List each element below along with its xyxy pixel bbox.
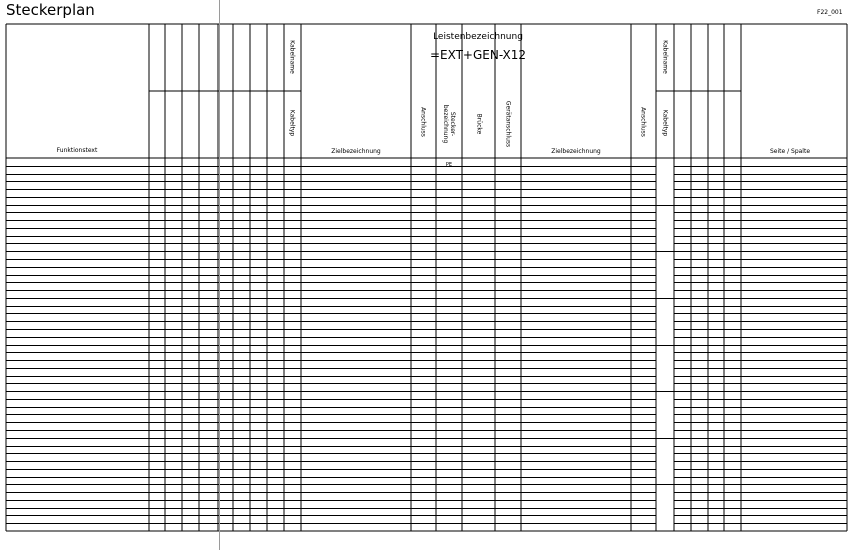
form-code: F22_001 [817, 9, 843, 16]
pe-marker: PE [445, 162, 453, 168]
header-target-right: Zielbezeichnung [551, 148, 601, 155]
header-cable-name-right: Kabelname [661, 40, 669, 74]
page-title: Steckerplan [6, 1, 95, 19]
strip-label: Leistenbezeichnung [433, 32, 523, 42]
header-page-column: Seite / Spalte [769, 148, 811, 155]
header-function-text: Funktionstext [56, 147, 98, 154]
header-connection-left: Anschluss [419, 107, 427, 137]
header-connection-right: Anschluss [639, 107, 647, 137]
strip-name: =EXT+GEN-X12 [429, 48, 527, 62]
header-plug-label: Stecker- bezeichnung [442, 104, 456, 144]
header-bridge: Brücke [475, 113, 483, 135]
header-cable-type-right: Kabeltyp [661, 109, 669, 137]
header-cable-type-left: Kabeltyp [288, 109, 296, 137]
cursor-guide-line [219, 0, 220, 550]
header-cable-name-left: Kabelname [288, 40, 296, 74]
header-target-left: Zielbezeichnung [331, 148, 381, 155]
header-connection-point: Gerätanschluss [504, 100, 512, 148]
